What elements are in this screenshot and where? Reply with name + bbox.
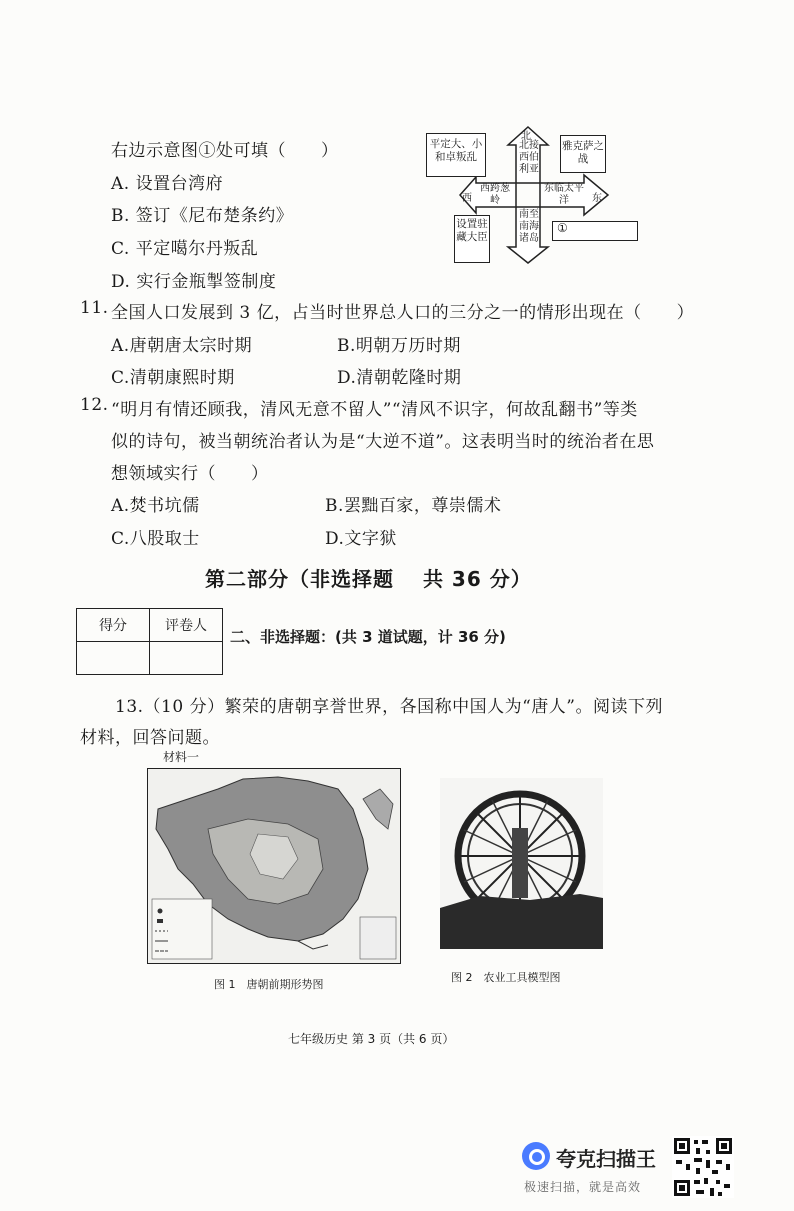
- east-direction: 东: [592, 193, 602, 204]
- q12-option-c: C.八股取士: [111, 529, 200, 549]
- q11-option-c: C.清朝康熙时期: [111, 368, 235, 388]
- q10-option-a: A. 设置台湾府: [111, 174, 224, 194]
- south-text: 南至南海诸岛: [519, 209, 539, 244]
- section-label: 二、非选择题：(共 3 道试题，计 36 分): [230, 628, 506, 646]
- q10-option-c: C. 平定噶尔丹叛乱: [111, 239, 259, 259]
- west-text: 西跨葱岭: [480, 183, 510, 206]
- score-header: 得分: [77, 609, 150, 642]
- score-cell: [77, 642, 150, 675]
- score-table: [76, 608, 223, 675]
- territory-diagram: [424, 125, 636, 265]
- fig2-caption: 图 2 农业工具模型图: [451, 971, 561, 984]
- q10-option-d: D. 实行金瓶掣签制度: [111, 272, 277, 292]
- box-top-left: 平定大、小和卓叛乱: [426, 133, 486, 177]
- tang-map-illustration: [148, 769, 400, 963]
- box-top-right: 雅克萨之战: [560, 135, 606, 173]
- q12-option-d: D.文字狱: [325, 529, 397, 549]
- page-footer: 七年级历史 第 3 页（共 6 页）: [288, 1032, 455, 1046]
- waterwheel-illustration: [440, 778, 603, 949]
- west-direction: 西: [462, 193, 472, 204]
- q10-stem: 右边示意图①处可填（ ）: [111, 141, 339, 161]
- q12-number: 12.: [80, 395, 109, 415]
- q12-option-b: B.罢黜百家，尊崇儒术: [325, 496, 502, 516]
- grader-cell: [150, 642, 223, 675]
- tang-map-figure: [147, 768, 401, 964]
- q13-intro-line1: 13.（10 分）繁荣的唐朝享誉世界，各国称中国人为“唐人”。阅读下列: [115, 697, 663, 717]
- app-slogan: 极速扫描，就是高效: [524, 1180, 642, 1194]
- q11-stem: 全国人口发展到 3 亿，占当时世界总人口的三分之一的情形出现在（ ）: [111, 303, 695, 323]
- q12-option-a: A.焚书坑儒: [111, 496, 200, 516]
- box-bottom-left: 设置驻藏大臣: [454, 215, 490, 263]
- q13-intro-line2: 材料，回答问题。: [80, 728, 220, 748]
- box-answer-blank: ①: [552, 221, 638, 241]
- material-label: 材料一: [163, 750, 200, 764]
- north-direction: 北: [521, 131, 531, 142]
- waterwheel-figure: [440, 778, 603, 949]
- app-logo-icon: [522, 1142, 550, 1170]
- east-text: 东临太平洋: [544, 183, 584, 206]
- q12-stem-line1: “明月有情还顾我，清风无意不留人”“清风不识字，何故乱翻书”等类: [111, 400, 638, 420]
- grader-header: 评卷人: [150, 609, 223, 642]
- q11-option-a: A.唐朝唐太宗时期: [111, 336, 253, 356]
- app-brand: 夸克扫描王: [556, 1147, 656, 1171]
- q11-option-b: B.明朝万历时期: [337, 336, 461, 356]
- fig1-caption: 图 1 唐朝前期形势图: [214, 978, 324, 991]
- qr-code: [672, 1136, 734, 1198]
- q11-number: 11.: [80, 298, 109, 318]
- qr-code-graphic: [672, 1136, 734, 1198]
- q12-stem-line3: 想领域实行（ ）: [111, 464, 269, 484]
- north-text: 北接西伯利亚: [519, 140, 539, 175]
- q10-option-b: B. 签订《尼布楚条约》: [111, 206, 294, 226]
- q12-stem-line2: 似的诗句，被当朝统治者认为是“大逆不道”。这表明当时的统治者在思: [111, 432, 655, 452]
- part2-title: 第二部分（非选择题 共 36 分）: [205, 567, 532, 591]
- q11-option-d: D.清朝乾隆时期: [337, 368, 462, 388]
